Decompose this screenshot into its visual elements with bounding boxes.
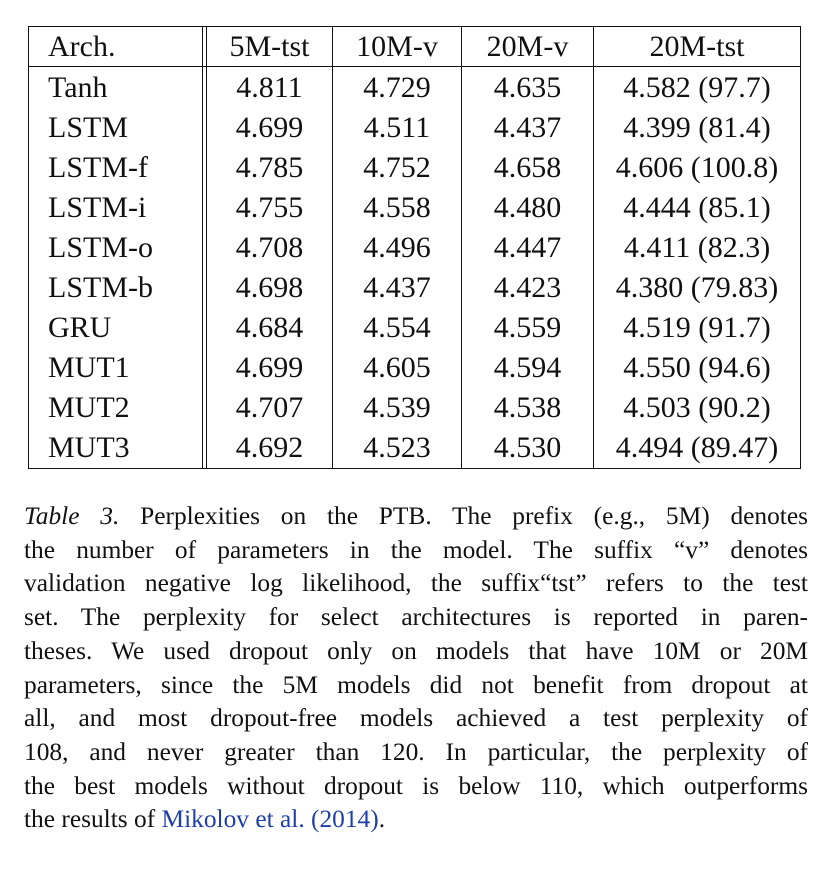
caption-text: Perplexities on the PTB. The prefix (e.g., 5M) denotes: [119, 502, 808, 530]
perplexity-table: [28, 26, 801, 469]
caption-line: validation negative log likelihood, the suffix“tst” refers to the test: [24, 569, 808, 598]
caption-label: Table 3.: [24, 502, 120, 530]
table-row: [29, 308, 801, 348]
table-row: [29, 428, 801, 469]
cell-20m-v: 4.559: [462, 308, 594, 348]
cell-5m-tst: 4.698: [207, 268, 333, 308]
header-5m-tst: 5M-tst: [207, 27, 333, 67]
cell-20m-tst: 4.582 (97.7): [623, 70, 771, 104]
header-20m-tst: 20M-tst: [594, 27, 801, 67]
header-arch: Arch.: [29, 27, 203, 67]
cell-10m-v: 4.539: [333, 388, 462, 428]
cell-20m-tst: 4.444 (85.1): [623, 191, 771, 224]
cell-20m-tst: 4.503 (90.2): [623, 391, 771, 424]
cell-20m-tst: 4.380 (79.83): [615, 271, 779, 304]
cell-arch: LSTM-b: [29, 268, 203, 308]
cell-20m-v: 4.538: [462, 388, 594, 428]
cell-arch: LSTM-i: [29, 188, 203, 228]
cell-20m-v: 4.480: [462, 188, 594, 228]
table-row: [29, 268, 801, 308]
cell-20m-v: 4.635: [462, 67, 594, 109]
table-row: [29, 148, 801, 188]
cell-arch: GRU: [29, 308, 203, 348]
table-row: [29, 388, 801, 428]
citation-link[interactable]: Mikolov et al. (2014): [161, 805, 379, 834]
cell-5m-tst: 4.811: [207, 67, 333, 109]
cell-20m-tst: 4.550 (94.6): [623, 351, 771, 384]
table-caption: [24, 500, 808, 837]
cell-10m-v: 4.558: [333, 188, 462, 228]
cell-5m-tst: 4.692: [207, 428, 333, 469]
cell-arch: LSTM: [29, 108, 203, 148]
caption-line: all, and most dropout-free models achieved a test perplexity of: [24, 704, 808, 733]
cell-20m-v: 4.594: [462, 348, 594, 388]
cell-20m-v: 4.658: [462, 148, 594, 188]
table-row: [29, 228, 801, 268]
cell-10m-v: 4.496: [333, 228, 462, 268]
caption-text: the results of: [24, 805, 162, 834]
table-row: [29, 108, 801, 148]
cell-arch: MUT1: [29, 348, 203, 388]
header-20m-v: 20M-v: [462, 27, 594, 67]
results-table-container: [28, 26, 801, 469]
cell-arch: Tanh: [29, 67, 203, 109]
cell-20m-tst: 4.411 (82.3): [623, 231, 771, 264]
cell-5m-tst: 4.684: [207, 308, 333, 348]
table-row: [29, 67, 801, 109]
cell-5m-tst: 4.755: [207, 188, 333, 228]
cell-10m-v: 4.511: [333, 108, 462, 148]
table-row: [29, 348, 801, 388]
caption-line: the number of parameters in the model. The suffix “v” denotes: [24, 535, 808, 564]
cell-5m-tst: 4.699: [207, 108, 333, 148]
caption-line: theses. We used dropout only on models that have 10M or 20M: [24, 636, 808, 665]
cell-20m-v: 4.447: [462, 228, 594, 268]
cell-arch: MUT3: [29, 428, 203, 469]
cell-20m-v: 4.530: [462, 428, 594, 469]
cell-10m-v: 4.437: [333, 268, 462, 308]
cell-5m-tst: 4.707: [207, 388, 333, 428]
cell-10m-v: 4.752: [333, 148, 462, 188]
cell-20m-tst: 4.606 (100.8): [615, 151, 779, 184]
cell-10m-v: 4.605: [333, 348, 462, 388]
cell-arch: LSTM-o: [29, 228, 203, 268]
cell-10m-v: 4.523: [333, 428, 462, 469]
cell-5m-tst: 4.708: [207, 228, 333, 268]
caption-line: [24, 500, 808, 534]
table-row: [29, 188, 801, 228]
cell-20m-v: 4.437: [462, 108, 594, 148]
cell-5m-tst: 4.699: [207, 348, 333, 388]
caption-text: .: [378, 805, 386, 834]
caption-line: parameters, since the 5M models did not benefit from dropout at: [24, 670, 808, 699]
caption-line: the best models without dropout is below 110, which outperforms: [24, 771, 808, 800]
cell-20m-tst: 4.399 (81.4): [623, 111, 771, 144]
cell-arch: LSTM-f: [29, 148, 203, 188]
cell-20m-tst: 4.519 (91.7): [623, 311, 771, 344]
cell-20m-tst: 4.494 (89.47): [615, 431, 779, 464]
cell-10m-v: 4.554: [333, 308, 462, 348]
header-10m-v: 10M-v: [333, 27, 462, 67]
caption-line: 108, and never greater than 120. In particular, the perplexity of: [24, 737, 808, 766]
table-body: [29, 67, 801, 469]
cell-10m-v: 4.729: [333, 67, 462, 109]
cell-5m-tst: 4.785: [207, 148, 333, 188]
caption-line: [24, 803, 808, 837]
caption-line: set. The perplexity for select architectures is reported in paren-: [24, 603, 808, 632]
cell-20m-v: 4.423: [462, 268, 594, 308]
cell-arch: MUT2: [29, 388, 203, 428]
table-header-row: [29, 27, 801, 67]
